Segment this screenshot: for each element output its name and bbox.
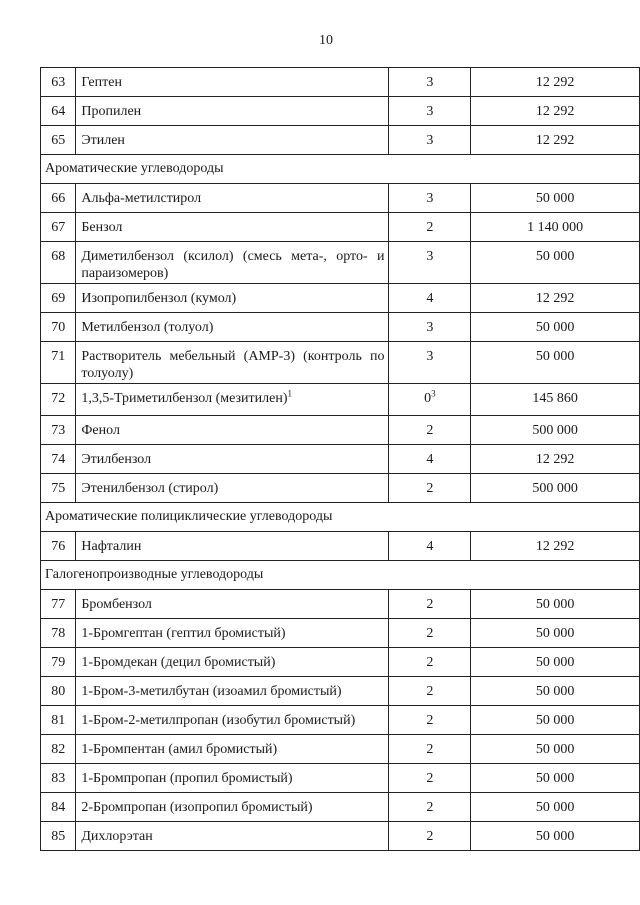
hazard-class-cell [389, 342, 471, 384]
row-number: 82 [41, 735, 76, 764]
substance-name: 2-Бромпропан (изопропил бромистый) [81, 800, 313, 815]
substance-name: Этилбензол [81, 452, 152, 467]
limit-value: 50 000 [471, 342, 640, 384]
limit-value: 50 000 [471, 706, 640, 735]
table-row [41, 532, 640, 561]
substance-name: Этилен [81, 133, 125, 148]
limit-value: 50 000 [471, 677, 640, 706]
hazard-class-cell [389, 474, 471, 503]
substance-name: 1-Бромдекан (децил бромистый) [81, 655, 276, 670]
row-number: 81 [41, 706, 76, 735]
table-row [41, 384, 640, 416]
hazard-class-cell [389, 764, 471, 793]
substance-name: 1-Бромпентан (амил бромистый) [81, 742, 278, 757]
substance-name-cell [76, 532, 389, 561]
table-row [41, 822, 640, 851]
substance-name: Бромбензол [81, 597, 152, 612]
table-row [41, 284, 640, 313]
hazard-class: 4 [426, 291, 434, 306]
limit-value: 50 000 [471, 184, 640, 213]
substance-name-cell [76, 313, 389, 342]
substance-name-cell [76, 68, 389, 97]
hazard-class-cell [389, 416, 471, 445]
section-header-row [41, 503, 640, 532]
hazard-class: 3 [426, 349, 434, 364]
hazard-class-cell [389, 532, 471, 561]
substance-name-cell [76, 648, 389, 677]
hazard-class: 2 [426, 481, 434, 496]
hazard-class-cell [389, 706, 471, 735]
section-header-row [41, 561, 640, 590]
limit-value: 50 000 [471, 793, 640, 822]
hazard-class-cell [389, 184, 471, 213]
hazard-class-cell [389, 793, 471, 822]
substance-name-cell [76, 416, 389, 445]
hazard-class-cell [389, 97, 471, 126]
substance-name: Диметилбензол (ксилол) (смесь мета-, орто- и параизомеров) [81, 249, 385, 281]
substance-name: Бензол [81, 220, 123, 235]
substance-name: 1-Бромгептан (гептил бромистый) [81, 626, 286, 641]
hazard-class-cell [389, 213, 471, 242]
hazard-class: 2 [426, 220, 434, 235]
limit-value: 50 000 [471, 822, 640, 851]
row-number: 85 [41, 822, 76, 851]
substance-name-cell [76, 126, 389, 155]
limit-value: 12 292 [471, 532, 640, 561]
row-number: 66 [41, 184, 76, 213]
substance-name: Дихлорэтан [81, 829, 153, 844]
hazard-class: 3 [426, 75, 434, 90]
hazard-class-cell [389, 313, 471, 342]
substance-name-cell [76, 184, 389, 213]
hazard-class-cell [389, 68, 471, 97]
hazard-class: 4 [426, 539, 434, 554]
substance-name-cell [76, 384, 389, 416]
row-number: 72 [41, 384, 76, 416]
substance-name: Фенол [81, 423, 120, 438]
table-row [41, 648, 640, 677]
substance-name-cell [76, 242, 389, 284]
section-title: Галогенопроизводные углеводороды [41, 561, 640, 590]
section-title: Ароматические углеводороды [41, 155, 640, 184]
row-number: 84 [41, 793, 76, 822]
substance-name: 1-Бромпропан (пропил бромистый) [81, 771, 293, 786]
table-row [41, 619, 640, 648]
hazard-class: 2 [426, 742, 434, 757]
section-title: Ароматические полициклические углеводороды [41, 503, 640, 532]
table-row [41, 97, 640, 126]
table-row [41, 126, 640, 155]
page-number: 10 [319, 33, 333, 48]
limit-value: 12 292 [471, 126, 640, 155]
limit-value: 50 000 [471, 764, 640, 793]
row-number: 64 [41, 97, 76, 126]
substance-name-cell [76, 735, 389, 764]
substances-table [40, 67, 640, 851]
hazard-class-cell [389, 619, 471, 648]
hazard-class-cell [389, 284, 471, 313]
substance-name-cell [76, 793, 389, 822]
hazard-class: 3 [426, 104, 434, 119]
hazard-class: 2 [426, 423, 434, 438]
limit-value: 50 000 [471, 648, 640, 677]
substance-name: Гептен [81, 75, 122, 90]
table-row [41, 735, 640, 764]
substance-name-cell [76, 213, 389, 242]
table-row [41, 184, 640, 213]
substance-name-cell [76, 445, 389, 474]
substance-name: Метилбензол (толуол) [81, 320, 214, 335]
table-row [41, 474, 640, 503]
hazard-class: 2 [426, 800, 434, 815]
substance-name-cell [76, 677, 389, 706]
limit-value: 12 292 [471, 97, 640, 126]
hazard-class: 3 [426, 133, 434, 148]
substance-name-cell [76, 706, 389, 735]
row-number: 76 [41, 532, 76, 561]
table-row [41, 416, 640, 445]
hazard-class-cell [389, 384, 471, 416]
substance-name: Этенилбензол (стирол) [81, 481, 219, 496]
row-number: 77 [41, 590, 76, 619]
hazard-class-cell [389, 677, 471, 706]
table-row [41, 342, 640, 384]
limit-value: 1 140 000 [471, 213, 640, 242]
row-number: 69 [41, 284, 76, 313]
substance-name: 1,3,5-Триметилбензол (мезитилен) [81, 391, 288, 406]
row-number: 79 [41, 648, 76, 677]
substance-name: 1-Бром-2-метилпропан (изобутил бромистый) [81, 713, 356, 728]
row-number: 78 [41, 619, 76, 648]
hazard-class: 2 [426, 771, 434, 786]
row-number: 74 [41, 445, 76, 474]
footnote-marker: 3 [431, 388, 436, 399]
substance-name-cell [76, 284, 389, 313]
row-number: 83 [41, 764, 76, 793]
footnote-marker: 1 [287, 388, 293, 399]
limit-value: 50 000 [471, 242, 640, 284]
hazard-class-cell [389, 445, 471, 474]
table-row [41, 242, 640, 284]
row-number: 71 [41, 342, 76, 384]
table-body [41, 68, 640, 851]
substance-name: Растворитель мебельный (АМР-3) (контроль по толуолу) [81, 349, 385, 381]
hazard-class: 2 [426, 655, 434, 670]
table-row [41, 445, 640, 474]
table-row [41, 793, 640, 822]
hazard-class: 4 [426, 452, 434, 467]
limit-value: 12 292 [471, 68, 640, 97]
substance-name: Альфа-метилстирол [81, 191, 202, 206]
row-number: 65 [41, 126, 76, 155]
hazard-class-cell [389, 822, 471, 851]
substance-name-cell [76, 822, 389, 851]
limit-value: 12 292 [471, 284, 640, 313]
table-row [41, 677, 640, 706]
row-number: 80 [41, 677, 76, 706]
hazard-class-cell [389, 242, 471, 284]
hazard-class-cell [389, 590, 471, 619]
limit-value: 50 000 [471, 735, 640, 764]
hazard-class-cell [389, 648, 471, 677]
substance-name-cell [76, 590, 389, 619]
row-number: 73 [41, 416, 76, 445]
substance-name: 1-Бром-3-метилбутан (изоамил бромистый) [81, 684, 342, 699]
hazard-class: 2 [426, 626, 434, 641]
limit-value: 500 000 [471, 416, 640, 445]
row-number: 75 [41, 474, 76, 503]
limit-value: 500 000 [471, 474, 640, 503]
table-row [41, 706, 640, 735]
hazard-class: 0 [424, 391, 432, 406]
limit-value: 145 860 [471, 384, 640, 416]
row-number: 67 [41, 213, 76, 242]
limit-value: 50 000 [471, 619, 640, 648]
hazard-class: 2 [426, 597, 434, 612]
substance-name-cell [76, 619, 389, 648]
section-header-row [41, 155, 640, 184]
substance-name-cell [76, 474, 389, 503]
hazard-class: 3 [426, 320, 434, 335]
table-row [41, 213, 640, 242]
row-number: 70 [41, 313, 76, 342]
table-row [41, 313, 640, 342]
table-row [41, 590, 640, 619]
hazard-class: 2 [426, 713, 434, 728]
substance-name: Изопропилбензол (кумол) [81, 291, 237, 306]
hazard-class-cell [389, 735, 471, 764]
limit-value: 50 000 [471, 313, 640, 342]
table-row [41, 68, 640, 97]
substance-name: Нафталин [81, 539, 142, 554]
limit-value: 12 292 [471, 445, 640, 474]
hazard-class: 2 [426, 684, 434, 699]
row-number: 68 [41, 242, 76, 284]
substance-name: Пропилен [81, 104, 142, 119]
substance-name-cell [76, 342, 389, 384]
limit-value: 50 000 [471, 590, 640, 619]
substance-name-cell [76, 97, 389, 126]
substance-name-cell [76, 764, 389, 793]
hazard-class: 2 [426, 829, 434, 844]
row-number: 63 [41, 68, 76, 97]
hazard-class: 3 [426, 191, 434, 206]
hazard-class: 3 [426, 249, 434, 264]
hazard-class-cell [389, 126, 471, 155]
table-row [41, 764, 640, 793]
